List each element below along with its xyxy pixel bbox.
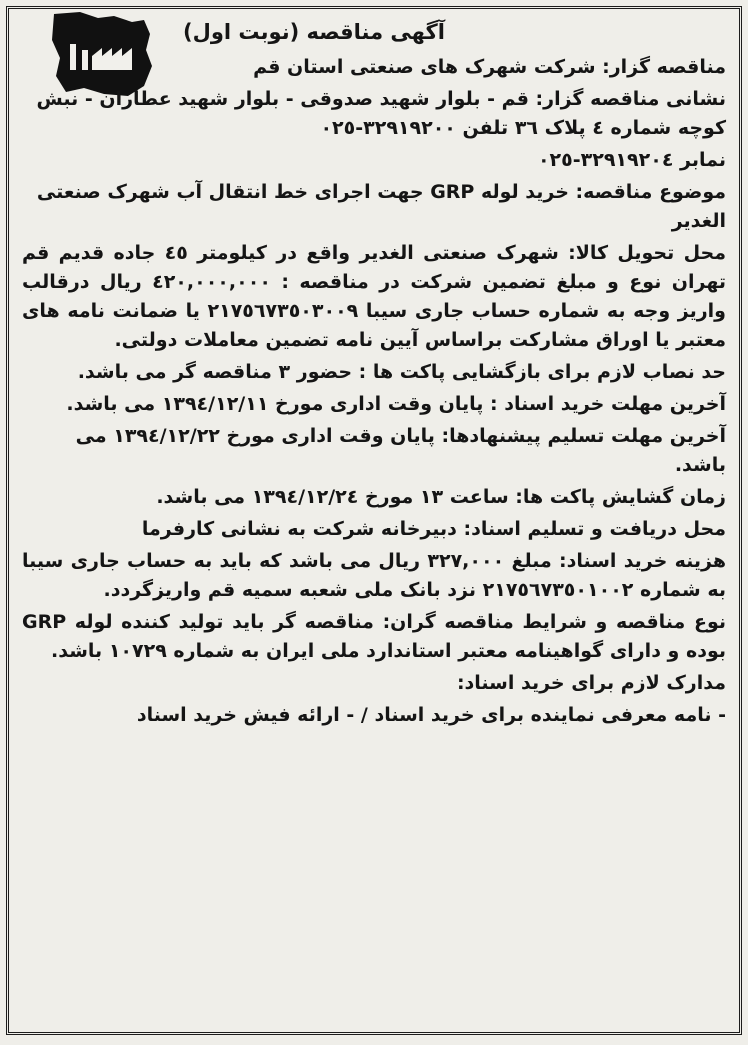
submission-deadline: آخرین مهلت تسلیم پیشنهادها: پایان وقت اداری مورخ ١٣٩٤/١٢/٢٢ می باشد. [75, 425, 726, 476]
bidder-conditions: نوع مناقصه و شرایط مناقصه گران: مناقصه گر باید تولید کننده لوله GRP بوده و دارای گواهینامه معتبر استاندارد ملی ایران به شماره ١٠٧٢٩ باشد. [22, 611, 726, 662]
opening-time: زمان گشایش پاکت ها: ساعت ١٣ مورخ ١٣٩٤/١٢/٢٤ می باشد. [156, 486, 726, 508]
required-documents-list: - نامه معرفی نماینده برای خرید اسناد / - ارائه فیش خرید اسناد [136, 704, 726, 726]
tender-subject: موضوع مناقصه: خرید لوله GRP جهت اجرای خط انتقال آب شهرک صنعتی الغدیر [36, 181, 726, 232]
notice-title: آگهی مناقصه (نوبت اول) [183, 20, 445, 44]
documents-fee: هزینه خرید اسناد: مبلغ ٣٢٧,٠٠٠ ریال می باشد که باید به حساب جاری سیبا به شماره ٢١٧٥٦٧٣٥٠١٠٠٢ نزد بانک ملی شعبه سمیه قم واریزگردد. [22, 550, 726, 601]
notice-content [22, 14, 726, 733]
delivery-location-guarantee: محل تحویل کالا: شهرک صنعتی الغدیر واقع در کیلومتر ٤٥ جاده قدیم قم تهران نوع و مبلغ تضمین شرکت در مناقصه : ٤٢٠,٠٠٠,٠٠٠ ریال درقالب واریز وجه به شماره حساب جاری سیبا ٢١٧٥٦٧٣٥٠٣٠٠٩ یا ضمانت نامه های معتبر یا اوراق مشارکت براساس آیین نامه تضمین معاملات دولتی. [22, 242, 727, 351]
opening-quorum: حد نصاب لازم برای بازگشایی پاکت ها : حضور ٣ مناقصه گر می باشد. [77, 361, 726, 383]
tender-fax: نمابر ٣٢٩١٩٢٠٤-٠٢٥ [537, 149, 726, 171]
purchase-deadline: آخرین مهلت خرید اسناد : پایان وقت اداری مورخ ١٣٩٤/١٢/١١ می باشد. [66, 393, 726, 415]
required-documents-heading: مدارک لازم برای خرید اسناد: [456, 672, 726, 694]
tender-address: نشانی مناقصه گزار: قم - بلوار شهید صدوقی - بلوار شهید عطاران - نبش کوچه شماره ٤ پلاک ٣٦ تلفن ٣٢٩١٩٢٠٠-٠٢٥ [36, 88, 726, 139]
documents-location: محل دریافت و تسلیم اسناد: دبیرخانه شرکت به نشانی کارفرما [141, 518, 726, 540]
tender-organizer: مناقصه گزار: شرکت شهرک های صنعتی استان قم [253, 56, 726, 78]
